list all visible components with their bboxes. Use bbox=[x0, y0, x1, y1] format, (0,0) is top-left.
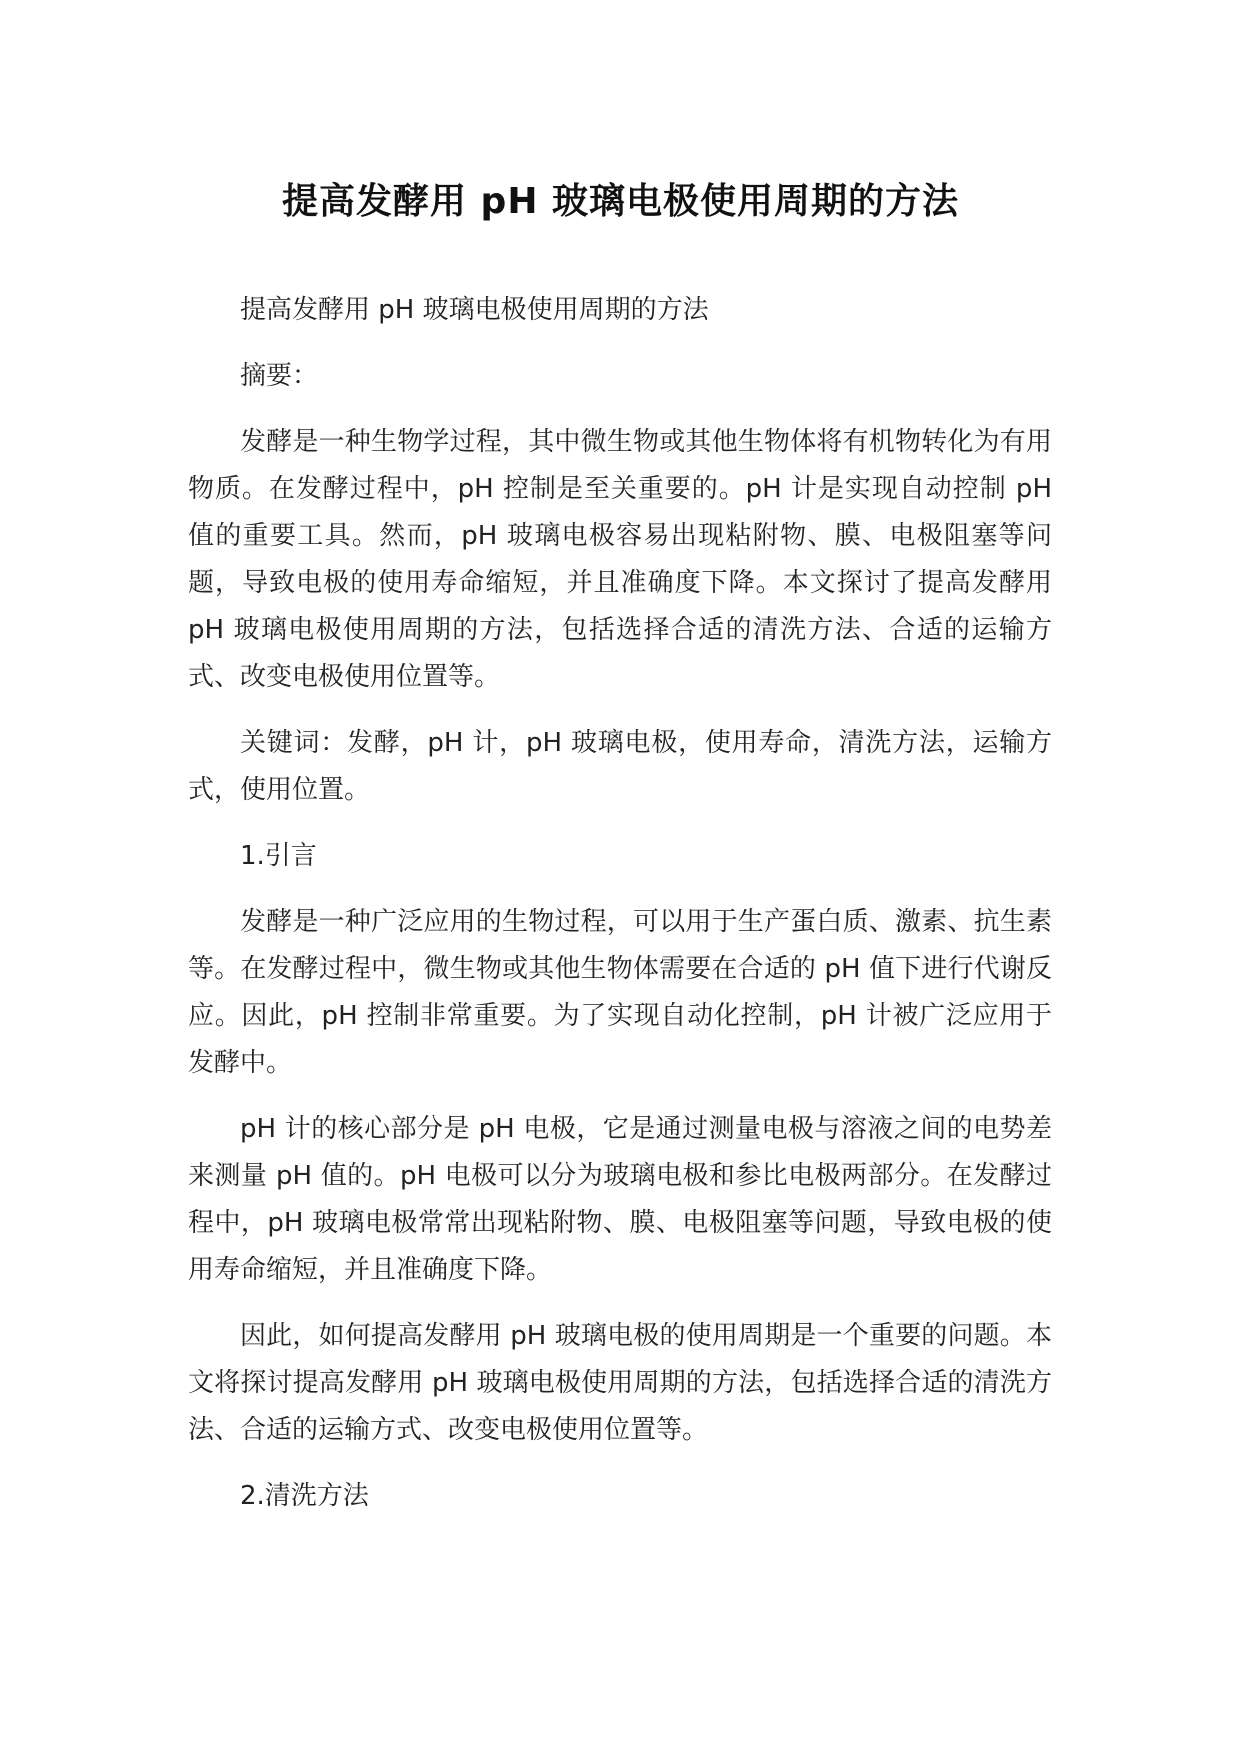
section-heading-cleaning-methods: 2.清洗方法 bbox=[240, 1481, 369, 1511]
introduction-paragraph-2: pH 计的核心部分是 pH 电极，它是通过测量电极与溶液之间的电势差来测量 pH 值的。pH 电极可以分为玻璃电极和参比电极两部分。在发酵过程中，pH 玻璃电极常常出现粘附物、膜、电极阻塞等问题，导致电极的使用寿命缩短，并且准确度下降。 bbox=[188, 1114, 1052, 1285]
document-title: 提高发酵用 pH 玻璃电极使用周期的方法 bbox=[282, 181, 959, 222]
introduction-paragraph-3: 因此，如何提高发酵用 pH 玻璃电极的使用周期是一个重要的问题。本文将探讨提高发酵用 pH 玻璃电极使用周期的方法，包括选择合适的清洗方法、合适的运输方式、改变电极使用位置等。 bbox=[188, 1321, 1052, 1445]
introduction-paragraph-1: 发酵是一种广泛应用的生物过程，可以用于生产蛋白质、激素、抗生素等。在发酵过程中，微生物或其他生物体需要在合适的 pH 值下进行代谢反应。因此，pH 控制非常重要。为了实现自动化控制，pH 计被广泛应用于发酵中。 bbox=[188, 907, 1052, 1078]
abstract-paragraph: 发酵是一种生物学过程，其中微生物或其他生物体将有机物转化为有用物质。在发酵过程中，pH 控制是至关重要的。pH 计是实现自动控制 pH 值的重要工具。然而，pH 玻璃电极容易出现粘附物、膜、电极阻塞等问题，导致电极的使用寿命缩短，并且准确度下降。本文探讨了提高发酵用 pH 玻璃电极使用周期的方法，包括选择合适的清洗方法、合适的运输方式、改变电极使用位置等。 bbox=[188, 427, 1052, 692]
section-heading-introduction: 1.引言 bbox=[240, 841, 317, 871]
document-body bbox=[188, 287, 1052, 1539]
subtitle-paragraph: 提高发酵用 pH 玻璃电极使用周期的方法 bbox=[240, 295, 709, 325]
keywords-paragraph: 关键词：发酵，pH 计，pH 玻璃电极，使用寿命，清洗方法，运输方式，使用位置。 bbox=[188, 728, 1052, 805]
abstract-heading: 摘要： bbox=[240, 361, 319, 391]
